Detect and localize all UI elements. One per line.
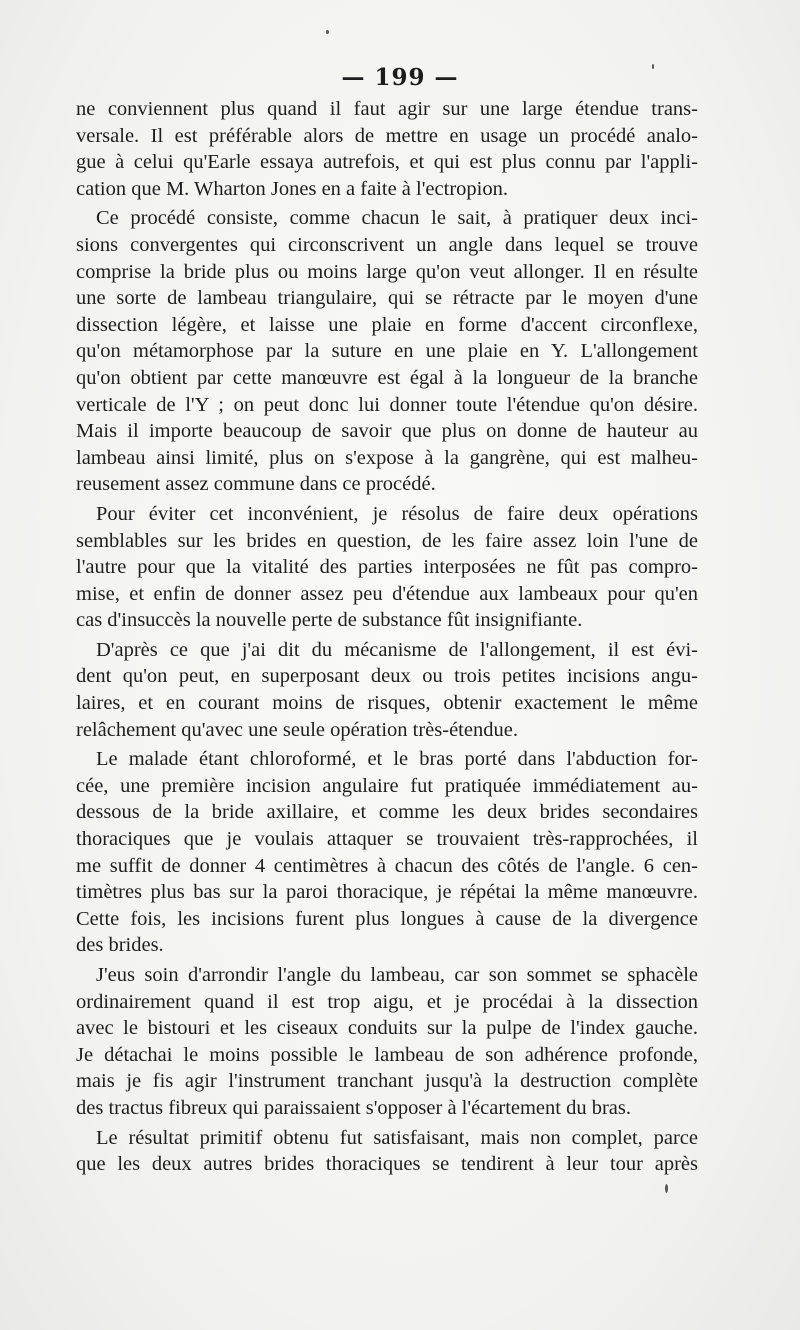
text-line: qu'on métamorphose par la suture en une plaie en Y. L'allongement: [76, 340, 698, 363]
body-text: [76, 96, 698, 1178]
text-line: des tractus fibreux qui paraissaient s'opposer à l'écartement du bras.: [76, 1096, 632, 1119]
text-line: mais je fis agir l'instrument tranchant jusqu'à la destruction complète: [76, 1070, 698, 1093]
paragraph-3: [76, 637, 698, 743]
text-line: dessous de la bride axillaire, et comme les deux brides secondaires: [76, 801, 698, 824]
text-line: qu'on obtient par cette manœuvre est égal à la longueur de la branche: [76, 366, 698, 389]
text-line: Le résultat primitif obtenu fut satisfaisant, mais non complet, parce: [96, 1126, 698, 1149]
text-line: cas d'insuccès la nouvelle perte de substance fût insignifiante.: [76, 609, 583, 632]
paragraph-0: [76, 96, 698, 202]
paragraph-1: [76, 205, 698, 498]
text-line: que les deux autres brides thoraciques se tendirent à leur tour après: [76, 1153, 698, 1176]
paragraph-5: [76, 962, 698, 1122]
text-line: lambeau ainsi limité, plus on s'expose à la gangrène, qui est malheu-: [76, 446, 698, 469]
text-line: l'autre pour que la vitalité des parties interposées ne fût pas compro-: [76, 556, 698, 579]
text-line: Mais il importe beaucoup de savoir que plus on donne de hauteur au: [76, 420, 698, 443]
text-line: gue à celui qu'Earle essaya autrefois, et qui est plus connu par l'appli-: [76, 151, 698, 174]
text-line: avec le bistouri et les ciseaux conduits sur la pulpe de l'index gauche.: [76, 1017, 698, 1040]
text-line: Le malade étant chloroformé, et le bras porté dans l'abduction for-: [96, 748, 698, 771]
text-line: laires, et en courant moins de risques, obtenir exactement le même: [76, 692, 698, 715]
text-line: ne conviennent plus quand il faut agir sur une large étendue trans-: [76, 98, 698, 120]
text-line: dent qu'on peut, en superposant deux ou trois petites incisions angu-: [76, 665, 698, 688]
text-line: Pour éviter cet inconvénient, je résolus de faire deux opérations: [96, 502, 698, 525]
text-line: une sorte de lambeau triangulaire, qui se rétracte par le moyen d'une: [76, 287, 698, 310]
text-line: verticale de l'Y ; on peut donc lui donner toute l'étendue qu'on désire.: [76, 393, 698, 416]
text-line: me suffit de donner 4 centimètres à chacun des côtés de l'angle. 6 cen-: [76, 854, 698, 877]
text-line: cée, une première incision angulaire fut pratiquée immédiatement au-: [76, 774, 698, 797]
text-line: D'après ce que j'ai dit du mécanisme de l'allongement, il est évi-: [96, 638, 698, 661]
text-line: reusement assez commune dans ce procédé.: [76, 473, 436, 496]
text-line: timètres plus bas sur la paroi thoracique, je répétai la même manœuvre.: [76, 881, 698, 904]
paragraph-6: [76, 1125, 698, 1178]
text-line: mise, et enfin de donner assez peu d'étendue aux lambeaux pour qu'en: [76, 582, 698, 605]
text-line: thoraciques que je voulais attaquer se trouvaient très-rapprochées, il: [76, 828, 698, 851]
text-line: sions convergentes qui circonscrivent un angle dans lequel se trouve: [76, 233, 698, 256]
text-line: dissection légère, et laisse une plaie en forme d'accent circonflexe,: [76, 313, 698, 336]
text-line: J'eus soin d'arrondir l'angle du lambeau, car son sommet se sphacèle: [96, 964, 698, 986]
text-line: cation que M. Wharton Jones en a faite à l'ectropion.: [76, 177, 508, 200]
paragraph-4: [76, 746, 698, 959]
text-line: Cette fois, les incisions furent plus longues à cause de la divergence: [76, 907, 698, 930]
scan-speck: [652, 64, 654, 69]
text-line: versale. Il est préférable alors de mettre en usage un procédé analo-: [76, 124, 698, 147]
paragraph-2: [76, 501, 698, 634]
text-line: Ce procédé consiste, comme chacun le sait, à pratiquer deux inci-: [96, 207, 698, 230]
text-line: comprise la bride plus ou moins large qu'on veut allonger. Il en résulte: [76, 260, 698, 283]
scan-speck: [665, 1184, 668, 1193]
text-line: semblables sur les brides en question, de les faire assez loin l'une de: [76, 529, 698, 552]
scan-speck: [326, 30, 329, 34]
page-number: — 199 —: [341, 64, 459, 91]
text-line: des brides.: [76, 934, 164, 957]
text-line: Je détachai le moins possible le lambeau de son adhérence profonde,: [76, 1043, 698, 1066]
text-line: ordinairement quand il est trop aigu, et je procédai à la dissection: [76, 990, 698, 1013]
text-line: relâchement qu'avec une seule opération très-étendue.: [76, 718, 518, 741]
